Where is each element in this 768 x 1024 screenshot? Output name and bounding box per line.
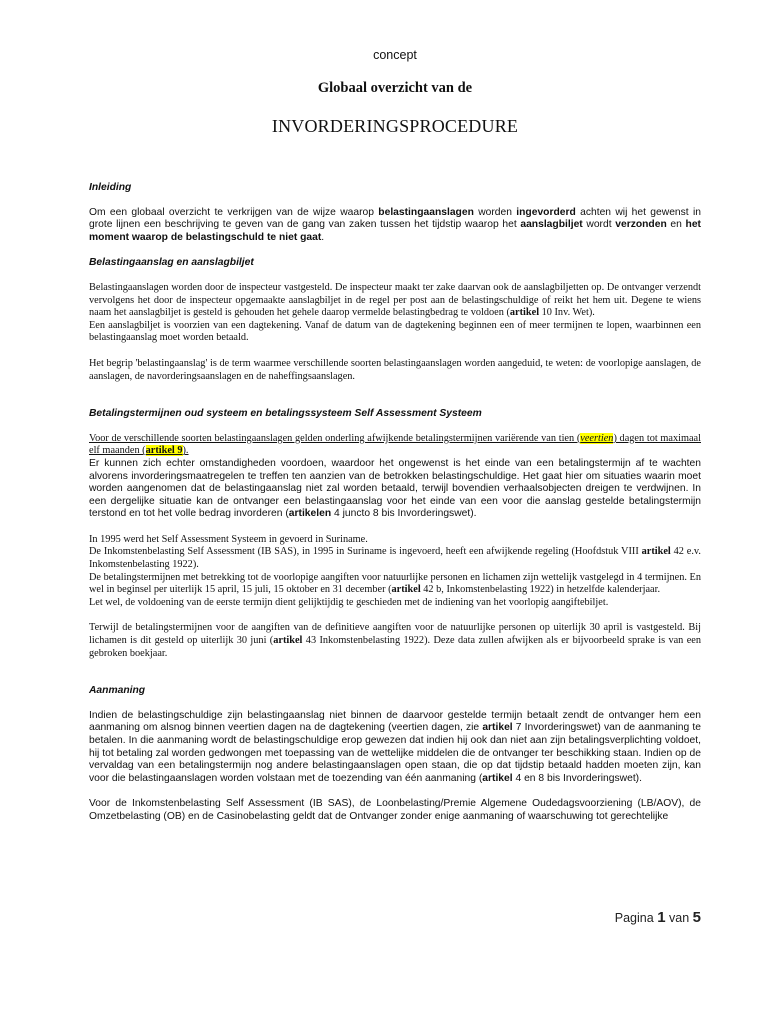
paragraph-termijnen-7: Terwijl de betalingstermijnen voor de aangiften van de definitieve aangiften voor de natuurlijke personen op uiterlijk 30 april is vastgesteld. Bij lichamen is dit gesteld op uiterlijk 30 juni (artikel 43 Inkomstenbelasting 1922). Deze data zullen afwijken als er bijvoorbeeld sprake is van een gebroken boekjaar. [89, 622, 701, 659]
paragraph-aanmaning-1: Indien de belastingschuldige zijn belastingaanslag niet binnen de daarvoor gestelde termijn betaalt zendt de ontvanger hem een aanmaning om alsnog binnen veertien dagen na de dagtekening (veertien dagen, zie artikel 7 Invorderingswet) van de aanmaning te betalen. In die aanmaning wordt de belastingschuldige erop gewezen dat indien hij ook dan niet aan zijn betalingsverplichting voldoet, hij tot betaling zal worden gedwongen met toepassing van de wettelijke middelen die de ontvanger ter beschikking staan. Indien op de vervaldag van een betalingstermijn nog andere belastingaanslagen open staan, die op dat tijdstip betaald hadden moeten zijn, kan voor die belastingaanslagen worden volstaan met de toezending van één aanmaning (artikel 4 en 8 bis Invorderingswet). [89, 709, 701, 784]
paragraph-aanmaning-2: Voor de Inkomstenbelasting Self Assessment (IB SAS), de Loonbelasting/Premie Algemene Oudedagsvoorziening (LB/AOV), de Omzetbelasting (OB) en de Casinobelasting geldt dat de Ontvanger zonder enige aanmaning of waarschuwing tot gerechtelijke [89, 798, 701, 822]
heading-inleiding: Inleiding [89, 182, 132, 193]
page-footer [615, 909, 701, 926]
paragraph-termijnen-6: Let wel, de voldoening van de eerste termijn dient gelijktijdig te geschieden met de indiening van het voorlopig aangiftebiljet. [89, 596, 609, 608]
total-pages-number: 5 [692, 909, 701, 926]
paragraph-aanslag-2: Een aanslagbiljet is voorzien van een dagtekening. Vanaf de datum van de dagtekening beginnen een of meer termijnen te lopen, waarbinnen een belastingaanslag moet worden betaald. [89, 319, 701, 344]
heading-aanmaning: Aanmaning [89, 685, 146, 697]
draft-label: concept [373, 48, 417, 62]
current-page-number: 1 [657, 909, 666, 926]
paragraph-termijnen-3: In 1995 werd het Self Assessment Systeem in gevoerd in Suriname. [89, 533, 368, 545]
title-line-2: INVORDERINGSPROCEDURE [271, 116, 519, 136]
paragraph-termijnen-2: Er kunnen zich echter omstandigheden voordoen, waardoor het ongewenst is het einde van een betalingstermijn af te wachten alvorens invorderingsmaatregelen te treffen ten aanzien van de betrokken belastingschuldige. Het gaat hier om situaties waarin moet worden aangenomen dat de belastingaanslag niet zal worden betaald, terwijl bovendien verhaalsobjecten dreigen te verdwijnen. In een dergelijke situatie kan de ontvanger een belastingaanslag voor het einde van een voor die aanslag gestelde betalingstermijn terstond en tot het volle bedrag invorderen (artikelen 4 juncto 8 bis Invorderingswet). [89, 457, 701, 520]
heading-belastingaanslag: Belastingaanslag en aanslagbiljet [89, 257, 254, 269]
pagina-label: Pagina [614, 911, 654, 925]
document-body [89, 182, 701, 824]
paragraph-termijnen-4: De Inkomstenbelasting Self Assessment (IB SAS), in 1995 in Suriname is ingevoerd, heeft een afwijkende regeling (Hoofdstuk VIII artikel 42 e.v. Inkomstenbelasting 1922). [89, 546, 701, 571]
van-label: van [669, 911, 690, 925]
paragraph-aanslag-1: Belastingaanslagen worden door de inspecteur vastgesteld. De inspecteur maakt ter zake daarvan ook de aanslagbiljetten op. De ontvanger verzendt vervolgens het door de inspecteur opgemaakte aanslagbiljet in de regel per post aan de belastingschuldige of reikt het hem uit. Degene te wiens naam het aanslagbiljet is gesteld is gehouden het gehele daarop vermelde belastingbedrag te voldoen (artikel 10 Inv. Wet). [89, 281, 701, 319]
paragraph-termijnen-5: De betalingstermijnen met betrekking tot de voorlopige aangiften voor natuurlijke personen en lichamen zijn wettelijk vastgelegd in 4 termijnen. En wel in beginsel per uiterlijk 15 april, 15 juli, 15 oktober en 31 december (artikel 42 b, Inkomstenbelasting 1922) in hetzelfde kalenderjaar. [89, 571, 701, 596]
paragraph-termijnen-1: Voor de verschillende soorten belastingaanslagen gelden onderling afwijkende betalingstermijnen variërende van tien (veertien) dagen tot maximaal elf maanden (artikel 9). [89, 432, 701, 457]
paragraph-aanslag-3: Het begrip 'belastingaanslag' is de term waarmee verschillende soorten belastingaanslagen worden aangeduid, te weten: de voorlopige aanslagen, de aanslagen, de navorderingsaanslagen en de naheffingsaanslagen. [89, 357, 701, 382]
heading-betalingstermijnen: Betalingstermijnen oud systeem en betalingssysteem Self Assessment Systeem [89, 408, 482, 420]
paragraph-inleiding: Om een globaal overzicht te verkrijgen van de wijze waarop belastingaanslagen worden ingevorderd achten wij het gewenst in grote lijnen een beschrijving te geven van de gang van zaken tussen het tijdstip waarop het aanslagbiljet wordt verzonden en het moment waarop de belastingschuld te niet gaat. [89, 206, 701, 243]
title-line-1: Globaal overzicht van de [317, 80, 473, 96]
